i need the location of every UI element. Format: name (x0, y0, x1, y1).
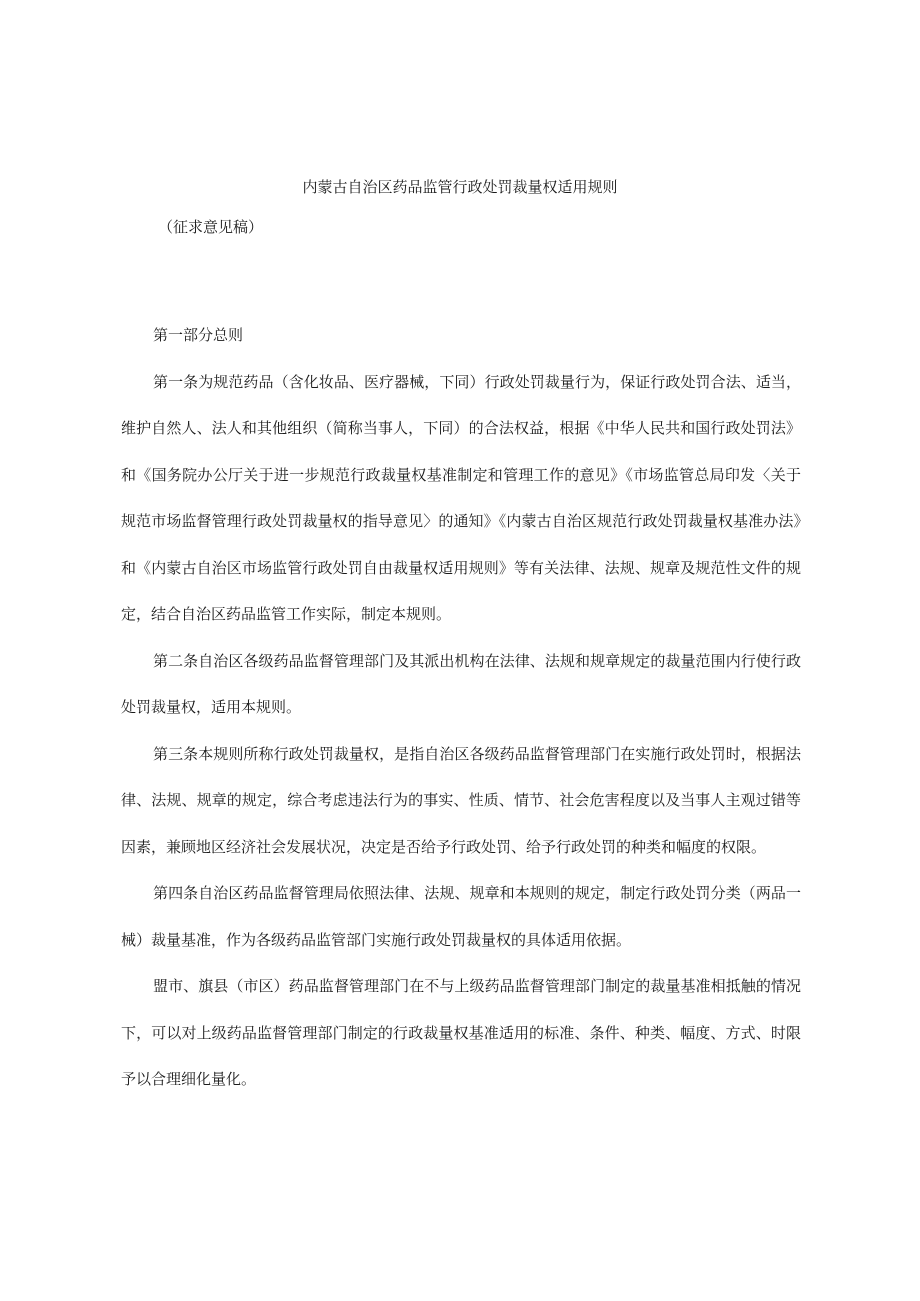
paragraph-article-3: 第三条本规则所称行政处罚裁量权，是指自治区各级药品监督管理部门在实施行政处罚时，根据法律、法规、规章的规定，综合考虑违法行为的事实、性质、情节、社会危害程度以及当事人主观过错等因素，兼顾地区经济社会发展状况，决定是否给予行政处罚、给予行政处罚的种类和幅度的权限。 (121, 744, 801, 856)
document-title: 内蒙古自治区药品监管行政处罚裁量权适用规则 (302, 178, 618, 196)
paragraph-article-4: 第四条自治区药品监督管理局依照法律、法规、规章和本规则的规定，制定行政处罚分类（两品一械）裁量基准，作为各级药品监管部门实施行政处罚裁量权的具体适用依据。 (121, 884, 801, 949)
document-subtitle: （征求意见稿） (158, 218, 264, 236)
paragraph-article-1: 第一条为规范药品（含化妆品、医疗器械，下同）行政处罚裁量行为，保证行政处罚合法、适当，维护自然人、法人和其他组织（简称当事人，下同）的合法权益，根据《中华人民共和国行政处罚法》和《国务院办公厅关于进一步规范行政裁量权基准制定和管理工作的意见》《市场监管总局印发〈关于规范市场监督管理行政处罚裁量权的指导意见〉的通知》《内蒙古自治区规范行政处罚裁量权基准办法》和《内蒙古自治区市场监管行政处罚自由裁量权适用规则》等有关法律、法规、规章及规范性文件的规定，结合自治区药品监管工作实际，制定本规则。 (121, 372, 801, 623)
document-body (121, 312, 801, 1103)
paragraph-article-2: 第二条自治区各级药品监督管理部门及其派出机构在法律、法规和规章规定的裁量范围内行使行政处罚裁量权，适用本规则。 (121, 651, 801, 716)
section-heading: 第一部分总则 (153, 326, 244, 344)
paragraph-article-4-continued: 盟市、旗县（市区）药品监督管理部门在不与上级药品监督管理部门制定的裁量基准相抵触的情况下，可以对上级药品监督管理部门制定的行政裁量权基准适用的标准、条件、种类、幅度、方式、时限予以合理细化量化。 (121, 977, 801, 1088)
